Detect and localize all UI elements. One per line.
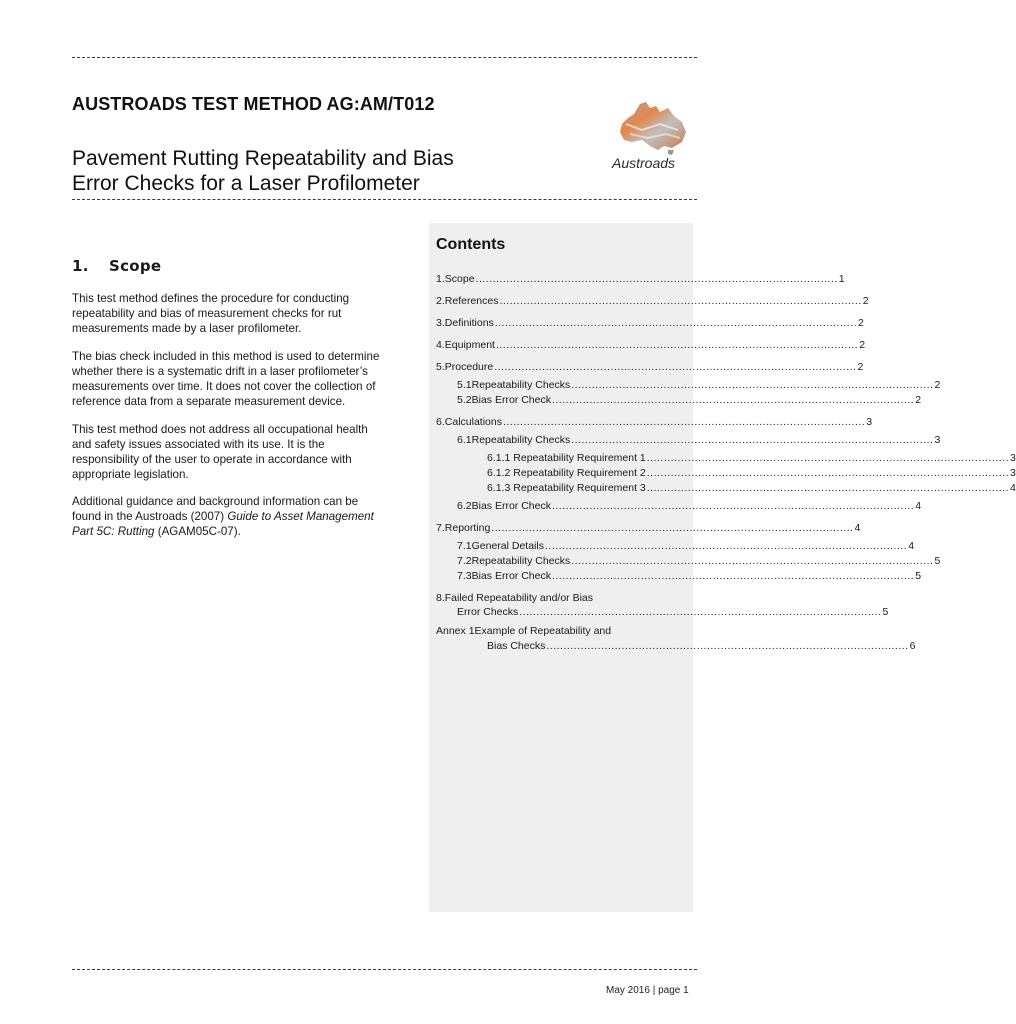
- scope-paragraph-3: [72, 422, 422, 482]
- toc-title: Definitions: [444, 317, 494, 329]
- toc-number: 5.2: [457, 394, 472, 406]
- toc-entry[interactable]: [487, 452, 1016, 465]
- text-line: and safety issues associated with its use. It is the: [72, 438, 325, 451]
- toc-number: 7.2: [457, 555, 472, 567]
- toc-entry[interactable]: [436, 317, 864, 330]
- toc-title: Calculations: [444, 416, 502, 428]
- austroads-logo: [604, 100, 696, 180]
- toc-page: 2: [857, 361, 864, 373]
- scope-paragraph-4: [72, 494, 422, 539]
- toc-leader: ..........................................................................................................: [491, 522, 854, 534]
- toc-title: Bias Checks: [487, 640, 546, 652]
- method-code: AUSTROADS TEST METHOD AG:AM/T012: [72, 94, 435, 114]
- toc-title: Bias Error Check: [471, 394, 551, 406]
- text-line: responsibility of the user to operate in accordance with: [72, 453, 352, 466]
- toc-number: 6.1: [457, 434, 472, 446]
- toc-page: 2: [862, 295, 869, 307]
- toc-number: 7.1: [457, 540, 472, 552]
- toc-leader: ..........................................................................................................: [494, 361, 857, 373]
- toc-page: 6: [909, 640, 916, 652]
- toc-page: 1: [838, 273, 845, 285]
- toc-entry[interactable]: [487, 467, 1016, 480]
- toc-title: References: [444, 295, 499, 307]
- text-line: [72, 509, 422, 524]
- text-fragment: (AGAM05C-07).: [154, 525, 241, 538]
- toc-page: 4: [915, 500, 922, 512]
- toc-number: 6.2: [457, 500, 472, 512]
- toc-leader: ..........................................................................................................: [646, 482, 1009, 494]
- toc-entry[interactable]: [457, 555, 941, 568]
- toc-entry[interactable]: [457, 540, 915, 553]
- scope-paragraph-2: [72, 349, 422, 409]
- section-heading-scope: [72, 257, 161, 275]
- section-title: Scope: [109, 257, 162, 275]
- footer-rule: [72, 969, 697, 970]
- logo-wordmark: Austroads: [612, 155, 676, 171]
- toc-leader: ..........................................................................................................: [646, 467, 1009, 479]
- toc-leader: ..........................................................................................................: [571, 379, 934, 391]
- toc-page: 2: [915, 394, 922, 406]
- toc-leader: ..........................................................................................................: [571, 434, 934, 446]
- text-line: measurements made by a laser profilometer.: [72, 322, 302, 335]
- toc-page: 3: [1010, 467, 1016, 479]
- toc-title: Example of Repeatability and: [474, 625, 612, 637]
- toc-title: 6.1.2 Repeatability Requirement 2: [487, 467, 646, 479]
- toc-entry[interactable]: [436, 361, 864, 374]
- scope-paragraph-1: [72, 291, 422, 336]
- toc-entry[interactable]: [436, 522, 861, 535]
- document-title: [72, 146, 542, 196]
- toc-title: Repeatability Checks: [471, 555, 571, 567]
- toc-leader: ..........................................................................................................: [551, 500, 915, 512]
- toc-entry[interactable]: [457, 570, 922, 583]
- toc-leader: ..........................................................................................................: [571, 555, 934, 567]
- toc-entry-continued[interactable]: [457, 606, 889, 619]
- toc-number: 8.: [436, 592, 445, 604]
- australia-map-icon: [612, 100, 692, 156]
- toc-number: 5.: [436, 361, 445, 373]
- toc-number: 7.: [436, 522, 445, 534]
- toc-entry[interactable]: [436, 339, 866, 352]
- toc-page: 3: [1010, 452, 1016, 464]
- toc-entry[interactable]: [457, 379, 941, 392]
- toc-entry[interactable]: [436, 273, 845, 286]
- text-line: This test method defines the procedure for conducting: [72, 292, 350, 305]
- text-line: This test method does not address all occupational health: [72, 423, 368, 436]
- toc-entry-continued[interactable]: [487, 640, 916, 653]
- text-line: measurements over time. It does not cover the collection of: [72, 380, 376, 393]
- toc-leader: ..........................................................................................................: [494, 317, 858, 329]
- toc-leader: ..........................................................................................................: [519, 606, 882, 618]
- toc-leader: ..........................................................................................................: [502, 416, 866, 428]
- toc-title: Bias Error Check: [471, 570, 551, 582]
- toc-title: Reporting: [444, 522, 491, 534]
- section-number: 1.: [72, 257, 89, 275]
- toc-page: 2: [934, 379, 941, 391]
- toc-entry[interactable]: [487, 482, 1016, 495]
- toc-title: Procedure: [444, 361, 494, 373]
- text-line: appropriate legislation.: [72, 468, 189, 481]
- toc-page: 4: [908, 540, 915, 552]
- toc-title: Repeatability Checks: [471, 434, 571, 446]
- toc-title: Repeatability Checks: [471, 379, 571, 391]
- text-line: Additional guidance and background information can be: [72, 495, 359, 508]
- toc-entry[interactable]: [436, 416, 873, 429]
- toc-leader: ..........................................................................................................: [551, 394, 915, 406]
- toc-entry[interactable]: [457, 434, 941, 447]
- toc-page: 5: [882, 606, 889, 618]
- publication-title: Part 5C: Rutting: [72, 525, 155, 538]
- toc-page: 2: [859, 339, 866, 351]
- toc-entry[interactable]: [436, 592, 593, 605]
- title-line-2: Error Checks for a Laser Profilometer: [72, 172, 420, 195]
- toc-page: 3: [866, 416, 873, 428]
- toc-entry[interactable]: [436, 295, 869, 308]
- contents-panel: [429, 223, 1016, 912]
- toc-page: 4: [1010, 482, 1016, 494]
- toc-entry[interactable]: [457, 500, 922, 513]
- toc-number: 2.: [436, 295, 445, 307]
- text-line: repeatability and bias of measurement checks for rut: [72, 307, 342, 320]
- toc-title: Failed Repeatability and/or Bias: [444, 592, 594, 604]
- toc-title: General Details: [471, 540, 544, 552]
- toc-title: Bias Error Check: [471, 500, 551, 512]
- toc-number: 7.3: [457, 570, 472, 582]
- toc-leader: ..........................................................................................................: [475, 273, 838, 285]
- toc-title: Scope: [444, 273, 475, 285]
- toc-entry[interactable]: [457, 394, 922, 407]
- text-line: The bias check included in this method is used to determine: [72, 350, 380, 363]
- toc-number: Annex 1: [436, 625, 475, 637]
- toc-leader: ..........................................................................................................: [544, 540, 908, 552]
- toc-page: 2: [858, 317, 864, 329]
- toc-page: 3: [934, 434, 941, 446]
- toc-leader: ..........................................................................................................: [495, 339, 859, 351]
- toc-leader: ..........................................................................................................: [646, 452, 1009, 464]
- text-line: reference data from a separate measurement device.: [72, 395, 346, 408]
- toc-number: 3.: [436, 317, 445, 329]
- toc-page: 5: [915, 570, 922, 582]
- text-line: whether there is a systematic drift in a laser profilometer’s: [72, 365, 368, 378]
- toc-page: 4: [854, 522, 861, 534]
- toc-number: 4.: [436, 339, 445, 351]
- contents-heading: Contents: [436, 236, 506, 253]
- toc-title: 6.1.1 Repeatability Requirement 1: [487, 452, 646, 464]
- toc-leader: ..........................................................................................................: [499, 295, 862, 307]
- page-footer: May 2016 | page 1: [606, 985, 689, 996]
- text-line: [72, 524, 422, 539]
- toc-number: 6.: [436, 416, 445, 428]
- toc-title: 6.1.3 Repeatability Requirement 3: [487, 482, 646, 494]
- toc-number: 5.1: [457, 379, 472, 391]
- publication-title: Guide to Asset Management: [227, 510, 374, 523]
- toc-title: Error Checks: [457, 606, 519, 618]
- toc-title: Equipment: [444, 339, 495, 351]
- toc-page: 5: [934, 555, 941, 567]
- toc-leader: ..........................................................................................................: [551, 570, 915, 582]
- toc-leader: ..........................................................................................................: [546, 640, 909, 652]
- toc-entry[interactable]: [436, 625, 611, 638]
- title-rule: [72, 199, 697, 200]
- title-line-1: Pavement Rutting Repeatability and Bias: [72, 147, 454, 170]
- toc-number: 1.: [436, 273, 445, 285]
- text-fragment: found in the Austroads (2007): [72, 510, 228, 523]
- top-rule: [72, 57, 697, 58]
